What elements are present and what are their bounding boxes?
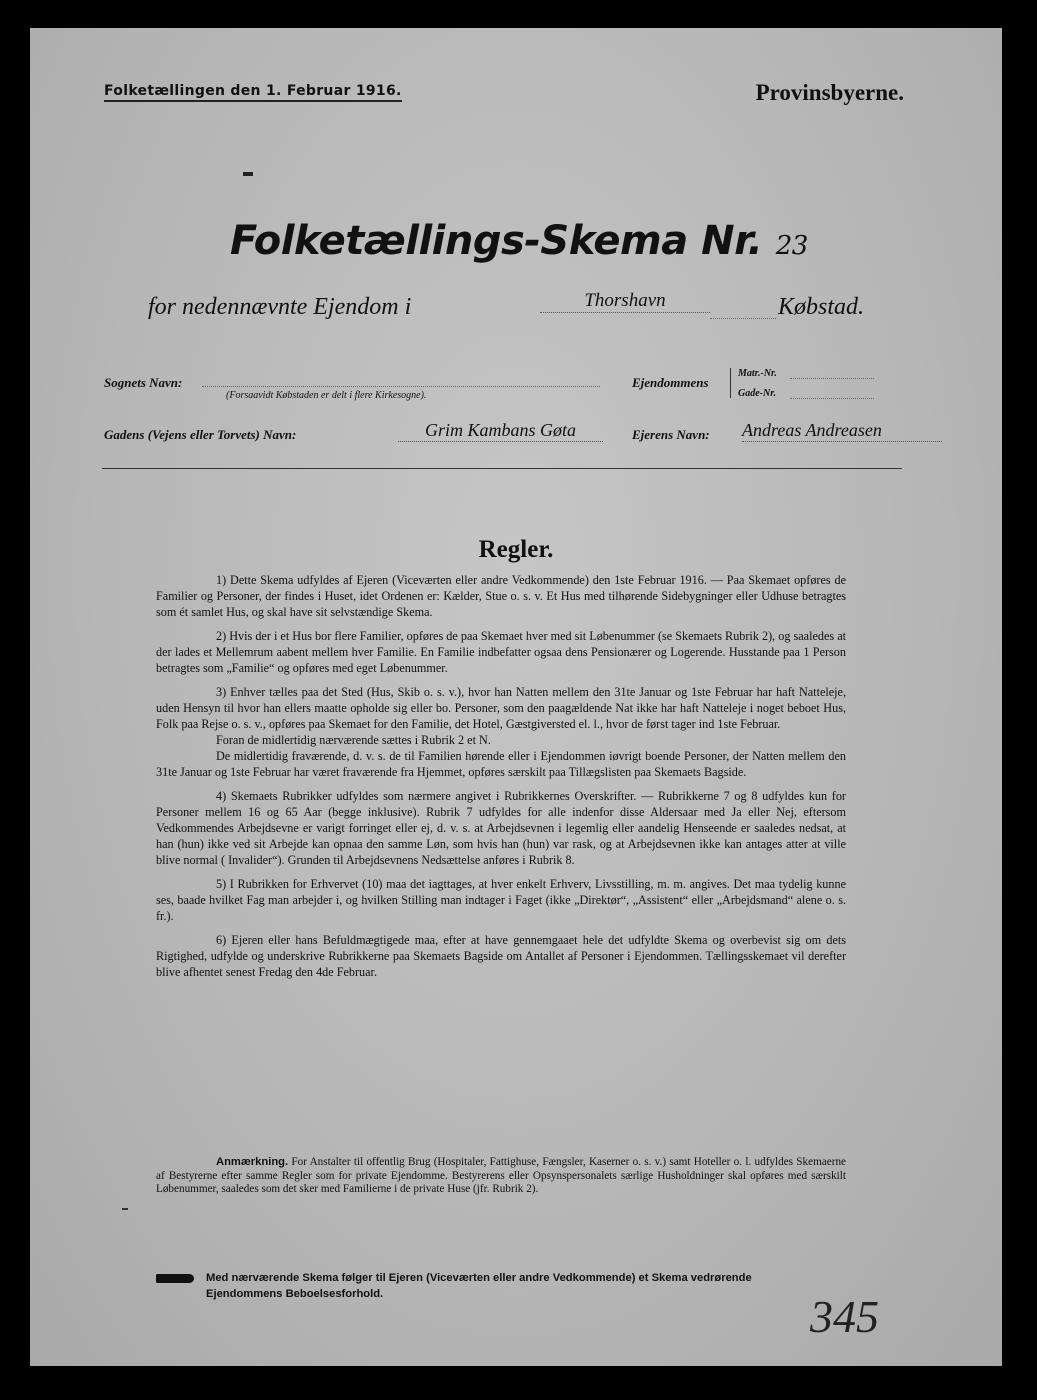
form-number: 23 bbox=[775, 231, 808, 261]
rule-3-temporary-absent: De midlertidig fraværende, d. v. s. de til Familien hørende eller i Ejendommen iøvrigt boende Personer, der Natten mellem den 31te Januar og 1ste Februar har været fraværende fra Hjemmet, opføres særskilt paa Tillægslisten paa Skemaets Bagside. bbox=[156, 749, 846, 779]
remark-label: Anmærkning. bbox=[216, 1156, 289, 1168]
remark-text: For Anstalter til offentlig Brug (Hospitaler, Fattighuse, Fængsler, Kaserner o. s. v.) samt Hoteller o. l. udfyldes Skemaerne af Bestyrerne efter samme Regler som for private Ejendomme. Bestyrerens eller Opsynspersonalets særlige Husholdninger skal opføres med særskilt Løbenummer, saaledes som det sker med Familierne i de private Huse (jfr. Rubrik 2). bbox=[156, 1156, 847, 1195]
parish-label: Sognets Navn: bbox=[104, 375, 183, 390]
rules-heading: Regler. bbox=[478, 536, 554, 563]
form-title bbox=[230, 218, 808, 264]
property-label: Ejendommens bbox=[632, 375, 709, 390]
dotted-fill-line bbox=[710, 318, 776, 319]
pointing-hand-icon bbox=[156, 1274, 194, 1283]
notice-line-1: Med nærværende Skema følger til Ejeren (Viceværten eller andre Vedkommende) et Skema vedrørende bbox=[206, 1272, 752, 1284]
owner-value: Andreas Andreasen bbox=[742, 420, 942, 442]
census-date-header: Folketællingen den 1. Februar 1916. bbox=[104, 83, 402, 102]
margin-tick bbox=[122, 1208, 128, 1210]
region-header: Provinsbyerne. bbox=[755, 80, 904, 105]
owner-label: Ejerens Navn: bbox=[632, 427, 710, 442]
brace bbox=[730, 368, 731, 398]
census-form-sheet bbox=[30, 28, 1002, 1366]
enclosure-notice bbox=[156, 1270, 856, 1302]
form-title-text: Folketællings-Skema Nr. bbox=[230, 218, 763, 264]
remark-paragraph bbox=[156, 1156, 846, 1197]
rule-2: 2) Hvis der i et Hus bor flere Familier, opføres de paa Skemaet hver med sit Løbenummer (se Skemaets Rubrik 2), og saaledes at der lades et Mellemrum aabent mellem hver Familie. En Familie indbefatter ogsaa dens Pensionærer og Logerende. Husstande paa 1 Person betragtes som „Familie“ og opføres med eget Løbenummer. bbox=[156, 629, 846, 675]
gade-nr-field bbox=[790, 398, 874, 399]
street-value: Grim Kambans Gøta bbox=[398, 420, 603, 442]
property-line-prefix: for nedennævnte Ejendom i bbox=[148, 294, 412, 320]
rules-body bbox=[156, 572, 846, 988]
gade-nr-label: Gade-Nr. bbox=[738, 388, 777, 399]
rule-5: 5) I Rubrikken for Erhvervet (10) maa det iagttages, at hver enkelt Erhverv, Livsstilling, m. m. angives. Det maa tydelig kunne ses, baade hvilket Fag man arbejder i, og hvilken Stilling man indtager i Faget (ikke „Direktør“, „Assistent“ eller „Arbejdsmand“ alene o. s. fr.). bbox=[156, 877, 846, 923]
divider-line bbox=[102, 468, 902, 469]
notice-line-2: Ejendommens Beboelsesforhold. bbox=[206, 1288, 384, 1300]
rule-1: 1) Dette Skema udfyldes af Ejeren (Viceværten eller andre Vedkommende) den 1ste Februar 1916. — Paa Skemaet opføres de Familier og Personer, der findes i Huset, idet Ordenen er: Kælder, Stue o. s. v. Et Hus med tilhørende Sidebygninger eller Udhuse betragtes som ét samlet Hus, og skal have sit selvstændige Skema. bbox=[156, 573, 846, 619]
street-label: Gadens (Vejens eller Torvets) Navn: bbox=[104, 427, 297, 442]
ink-mark bbox=[243, 172, 253, 176]
town-name: Thorshavn bbox=[540, 290, 710, 313]
rule-3: 3) Enhver tælles paa det Sted (Hus, Skib o. s. v.), hvor han Natten mellem den 31te Januar og 1ste Februar har haft Natteleje, uden Hensyn til hvor han ellers maatte opholde sig eller bo. Personer, som den paagældende Nat ikke har haft Natteleje i noget beboet Hus, Folk paa Rejse o. s. v., opføres paa Skemaet for den Familie, det Hotel, Gæstgiversted el. l., hvor de først tager ind 1ste Februar. bbox=[156, 685, 846, 731]
matr-nr-label: Matr.-Nr. bbox=[738, 368, 777, 379]
rule-4: 4) Skemaets Rubrikker udfyldes som nærmere angivet i Rubrikkernes Overskrifter. — Rubrikkerne 7 og 8 udfyldes kun for Personer mellem 16 og 65 Aar (begge inklusive). Rubrik 7 udfyldes for alle indenfor disse Aldersaar med Ja eller Nej, eftersom Vedkommendes Arbejdsevne er varigt forringet eller ej, d. v. s. at Arbejdsevnen i legemlig eller aandelig Henseende er saaledes nedsat, at han (hun) ikke ved sit Arbejde kan opnaa den samme Løn, som hvis han (hun) var rask, og at Arbejdsevnen ikke kan antages atter at ville blive normal ( Invalider“). Grunden til Arbejdsevnens Nedsættelse anføres i Rubrik 8. bbox=[156, 789, 846, 867]
rule-3-temporary-present: Foran de midlertidig nærværende sættes i Rubrik 2 et N. bbox=[216, 733, 491, 747]
matr-nr-field bbox=[790, 378, 874, 379]
rule-6: 6) Ejeren eller hans Befuldmægtigede maa, efter at have gennemgaaet hele det udfyldte Skema og overbevist sig om dets Rigtighed, udfylde og underskrive Rubrikkerne paa Skemaets Bagside om Antallet af Personer i Ejendommen. Tællingsskemaet vil derefter blive afhentet senest Fredag den 4de Februar. bbox=[156, 933, 846, 979]
property-line-suffix: Købstad. bbox=[778, 294, 865, 320]
parish-field bbox=[202, 386, 600, 387]
handwritten-page-number: 345 bbox=[810, 1291, 879, 1342]
parish-note: (Forsaavidt Købstaden er delt i flere Kirkesogne). bbox=[226, 390, 427, 401]
